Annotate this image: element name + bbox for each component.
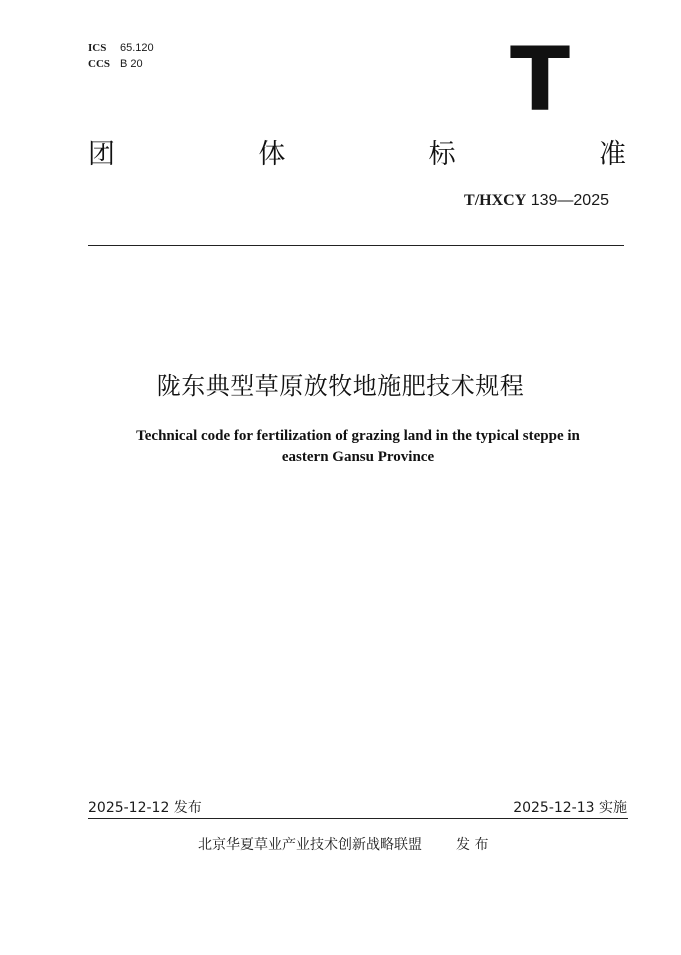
top-divider (88, 245, 624, 246)
standard-type-char: 体 (258, 139, 286, 170)
standard-type-char: 准 (598, 139, 626, 170)
bottom-divider (88, 818, 628, 819)
standard-type-heading (88, 138, 626, 172)
standard-category-letter: T (510, 28, 571, 131)
document-title-chinese: 陇东典型草原放牧地施肥技术规程 (156, 372, 525, 400)
ics-value: 65.120 (120, 42, 154, 54)
ics-row (88, 40, 154, 56)
standard-number-prefix: T/HXCY (464, 192, 527, 209)
implementation-date: 2025-12-13 实施 (513, 800, 627, 816)
classification-codes (88, 40, 154, 72)
standard-type-char: 团 (88, 139, 115, 170)
standard-number-code: 139—2025 (526, 192, 609, 209)
standard-type-char: 标 (428, 139, 456, 170)
publisher-line (198, 836, 488, 854)
publisher-action: 发 布 (456, 837, 489, 853)
publisher-name: 北京华夏草业产业技术创新战略联盟 (198, 837, 422, 853)
standard-number (464, 190, 609, 212)
ccs-value: B 20 (120, 58, 143, 70)
issue-date: 2025-12-12 发布 (88, 800, 202, 816)
ccs-label: CCS (88, 58, 111, 70)
ics-label: ICS (88, 42, 107, 54)
english-title-line: eastern Gansu Province (281, 449, 435, 465)
english-title-line: Technical code for fertilization of grazing land in the typical steppe in (136, 428, 580, 444)
document-title-english (90, 426, 626, 468)
ccs-row (88, 56, 154, 72)
